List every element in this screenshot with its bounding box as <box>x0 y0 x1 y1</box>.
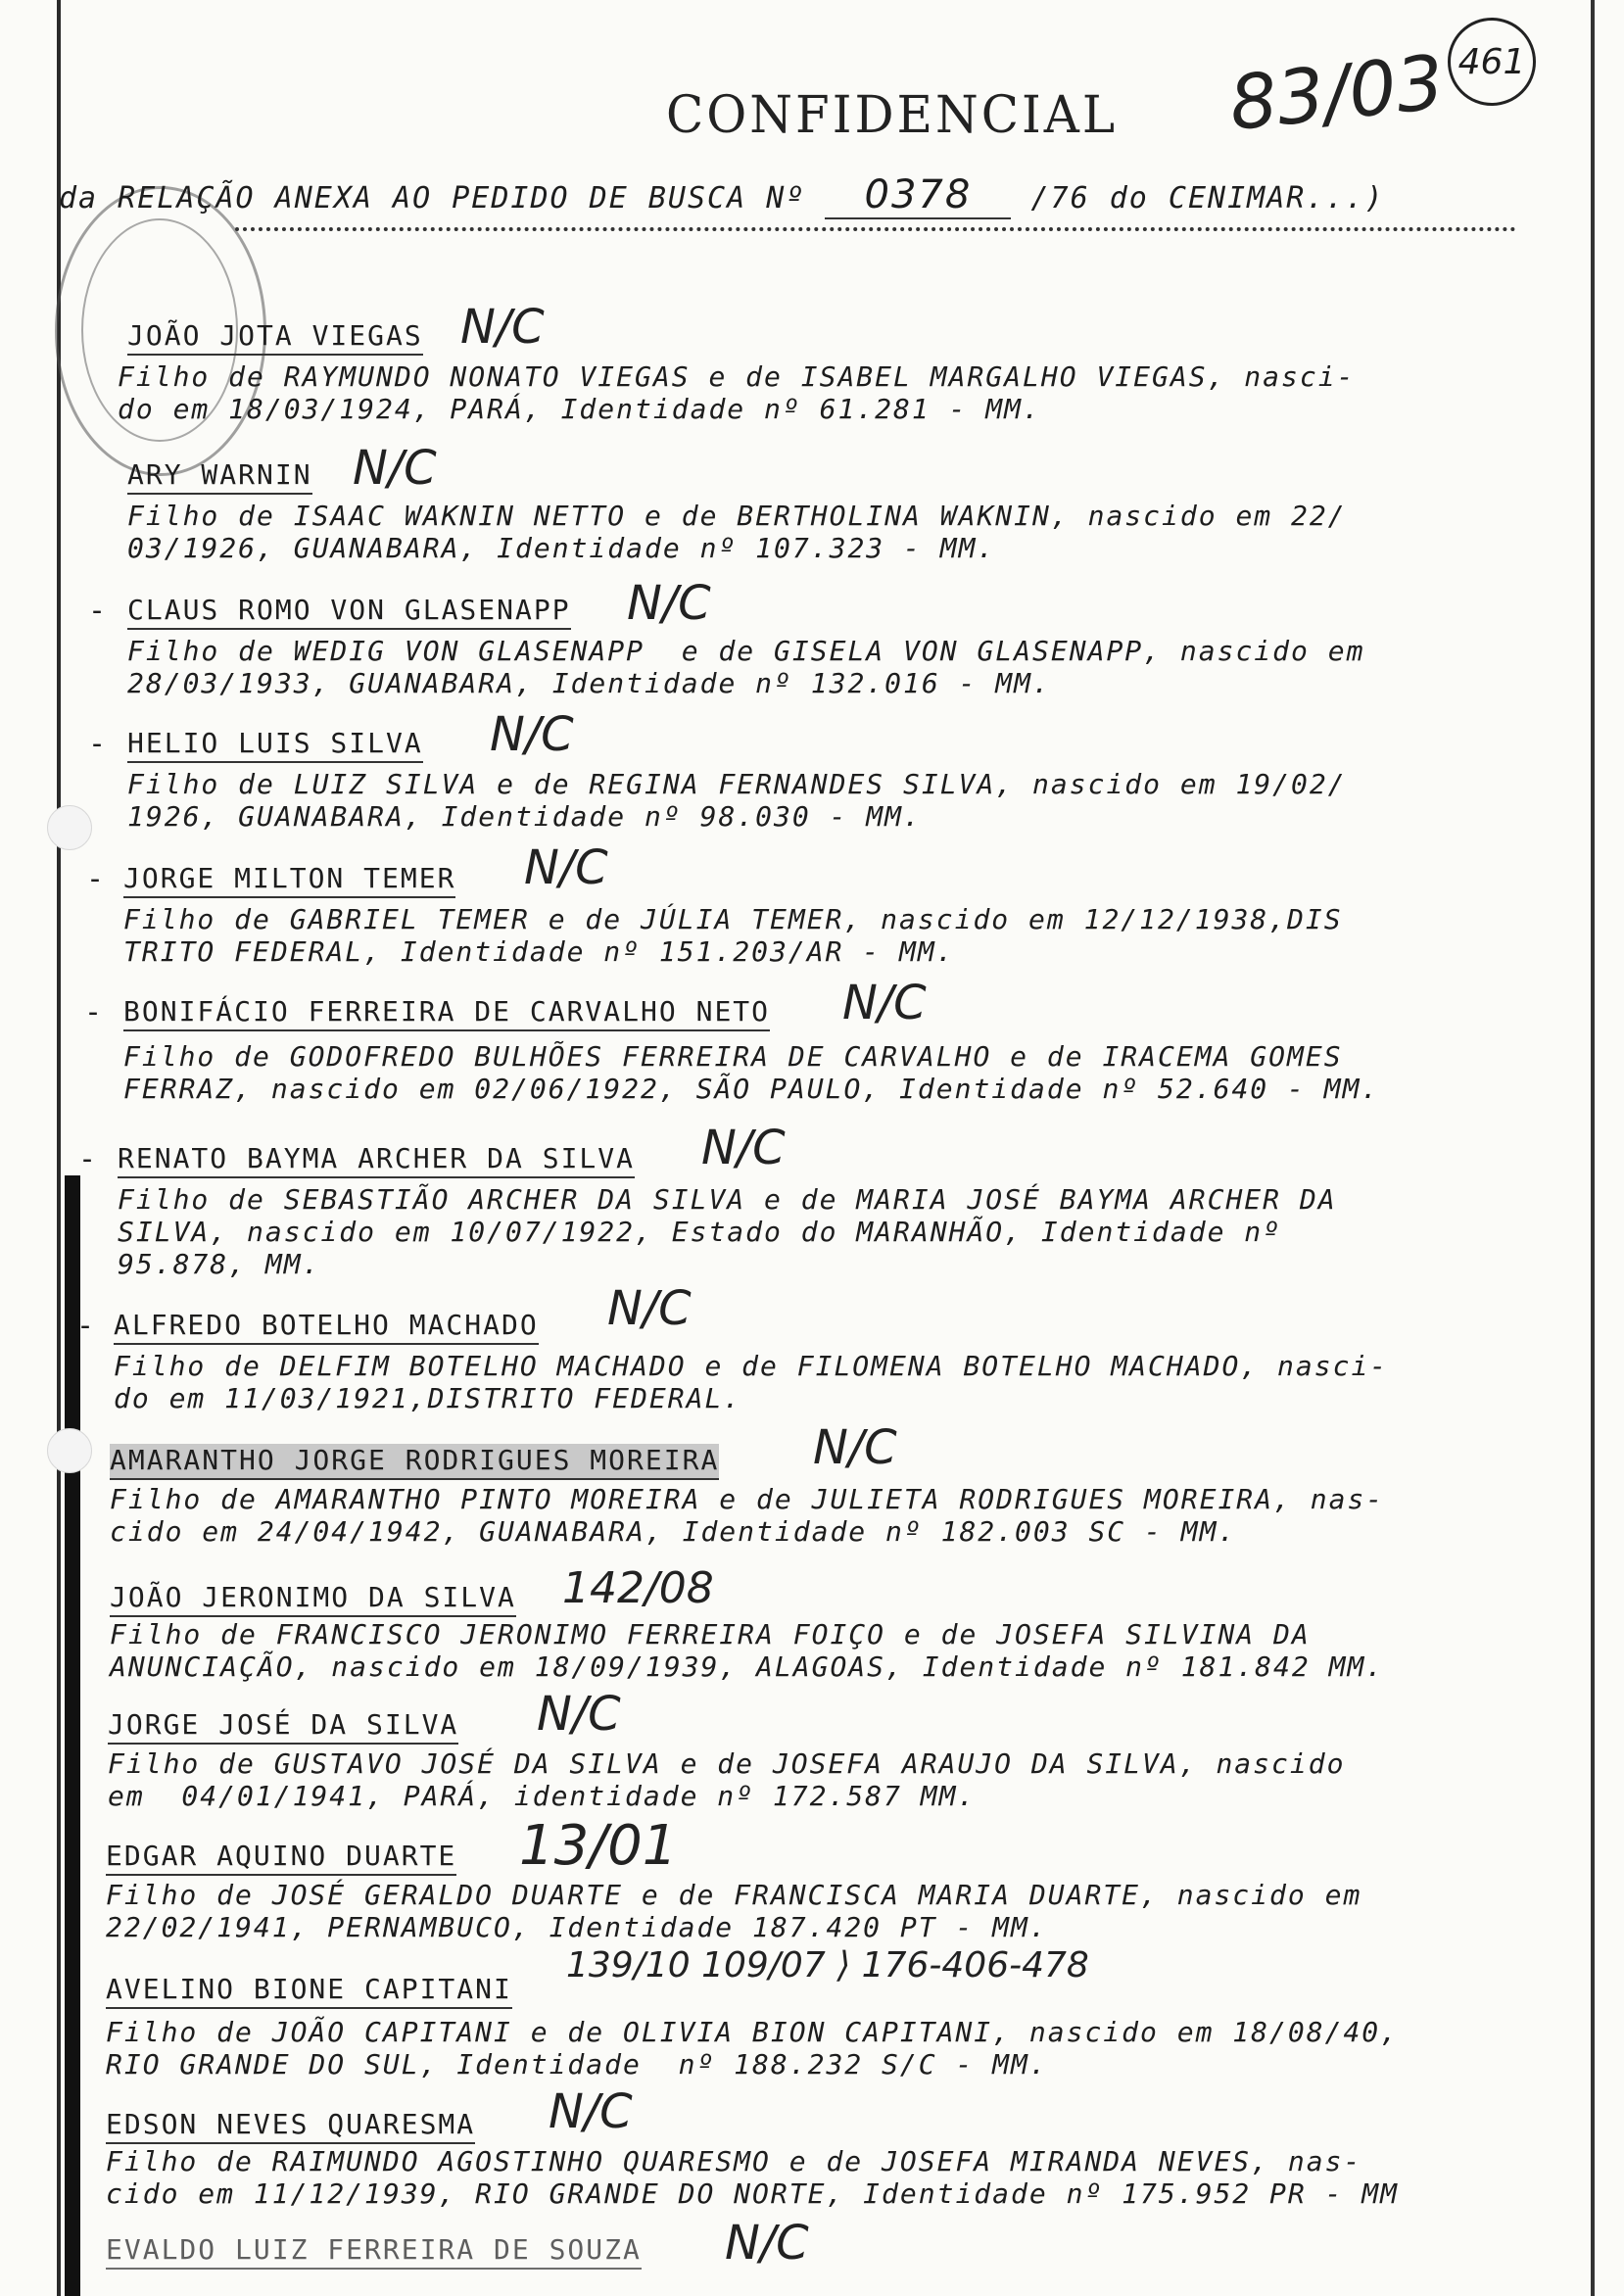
entry-line-1: Filho de JOSÉ GERALDO DUARTE e de FRANCISCA MARIA DUARTE, nascido em <box>106 1879 1362 1911</box>
entry-name: CLAUS ROMO VON GLASENAPP <box>127 594 571 630</box>
entry-annotation: N/C <box>549 2084 633 2139</box>
entry-annotation: 139/10 109/07 ⟩ 176-406-478 <box>566 1945 1089 1985</box>
entry-line-2: FERRAZ, nascido em 02/06/1922, SÃO PAULO, Identidade nº 52.640 - MM. <box>123 1073 1380 1105</box>
left-margin-shadow <box>65 1175 80 2296</box>
entry-line-1: Filho de RAYMUNDO NONATO VIEGAS e de ISABEL MARGALHO VIEGAS, nasci- <box>118 360 1356 393</box>
entry-name: RENATO BAYMA ARCHER DA SILVA <box>118 1142 635 1178</box>
dotted-separator <box>235 227 1516 231</box>
page-title: CONFIDENCIAL <box>666 84 1119 145</box>
entry-name: AVELINO BIONE CAPITANI <box>106 1973 512 2009</box>
entry-annotation: N/C <box>701 1121 786 1175</box>
entry-line-1: Filho de AMARANTHO PINTO MOREIRA e de JULIETA RODRIGUES MOREIRA, nas- <box>110 1483 1385 1515</box>
entry-line-1: Filho de RAIMUNDO AGOSTINHO QUARESMO e de JOSEFA MIRANDA NEVES, nas- <box>106 2145 1362 2177</box>
entry-name: HELIO LUIS SILVA <box>127 727 423 763</box>
entry-line-1: Filho de GODOFREDO BULHÕES FERREIRA DE CARVALHO e de IRACEMA GOMES <box>123 1040 1343 1073</box>
entry-annotation: N/C <box>813 1420 897 1475</box>
entry-name: JOÃO JOTA VIEGAS <box>127 319 423 356</box>
handwritten-reference: 83/03 <box>1224 37 1449 148</box>
entry-name: JOÃO JERONIMO DA SILVA <box>110 1581 516 1617</box>
entry-line-2: RIO GRANDE DO SUL, Identidade nº 188.232 S/C - MM. <box>106 2048 1048 2081</box>
page-number-circle: 461 <box>1448 18 1536 106</box>
entry-line-2: SILVA, nascido em 10/07/1922, Estado do MARANHÃO, Identidade nº <box>118 1216 1282 1248</box>
entry-line-1: Filho de GUSTAVO JOSÉ DA SILVA e de JOSEFA ARAUJO DA SILVA, nascido <box>108 1747 1346 1780</box>
entry-annotation: N/C <box>353 441 437 496</box>
entry-annotation: N/C <box>627 576 711 631</box>
entry-line-2: do em 11/03/1921,DISTRITO FEDERAL. <box>114 1382 742 1414</box>
document-page: CONFIDENCIAL 83/03 461 da RELAÇÃO ANEXA AO PEDIDO DE BUSCA Nº 0378 /76 do CENIMAR...) JOÃO JOTA VIEGAS N/C Filho de RAYMUNDO NONATO VIEGAS e de ISABEL MARGALHO VIEGAS, nasci- do em 18/03/1924, PARÁ, Identidade nº 61.281 - MM. ARY WARNIN N/C Filho de ISAAC WAKNIN NETTO e de BERTHOLINA WAKNIN, nascido em 22/ 03/1926, GUANABARA, Identidade nº 107.323 - MM. - CLAUS ROMO VON GLASENAPP N/C Filho de WEDIG VON GLASENAPP e de GISELA VON GLASENAPP, nascido em 28/03/1933, GUANABARA, Identidade nº 132.016 - MM. - HELIO LUIS SILVA N/C Filho de LUIZ SILVA e de REGINA FERNANDES SILVA, nascido em 19/02/ 1926, GUANABARA, Identidade nº 98.030 - MM. - JORGE MILTON TEMER N/C Filho de GABRIEL TEMER e de JÚLIA TEMER, nascido em 12/12/1938,DIS TRITO FEDERAL, Identidade nº 151.203/AR - MM. - BONIFÁCIO FERREIRA DE CARVALHO NETO N/C Filho de GODOFREDO BULHÕES FERREIRA DE CARVALHO e de IRACEMA GOMES FERRAZ, nascido em 02/06/1922, SÃO PAULO, Identidade nº 52.640 - MM. - RENATO BAYMA ARCHER DA SILVA N/C Filho de SEBASTIÃO ARCHER DA SILVA e de MARIA JOSÉ BAYMA ARCHER DA SILVA, nascido em 10/07/1922, Estado do MARANHÃO, Identidade nº 95.878, MM. - ALFREDO BOTELHO MACHADO N/C Filho de DELFIM BOTELHO MACHADO e de FILOMENA BOTELHO MACHADO, nasci- do em 11/03/1921,DISTRITO FEDERAL. AMARANTHO JORGE RODRIGUES MOREIRA N/C Filho de AMARANTHO PINTO MOREIRA e de JULIETA RODRIGUES MOREIRA, nas- cido em 24/04/1942, GUANABARA, Identidade nº 182.003 SC - MM. JOÃO JERONIMO DA SILVA 142/08 Filho de FRANCISCO JERONIMO FERREIRA FOIÇO e de JOSEFA SILVINA DA ANUNCIAÇÃO, nascido em 18/09/1939, ALAGOAS, Identidade nº 181.842 MM. JORGE JOSÉ DA SILVA N/C Filho de GUSTAVO JOSÉ DA SILVA e de JOSEFA ARAUJO DA SILVA, nascido em 04/01/1941, PARÁ, identidade nº 172.587 MM. EDGAR AQUINO DUARTE 13/01 Filho de JOSÉ GERALDO DUARTE e de FRANCISCA MARIA DUARTE, nascido em 22/02/1941, PERNAMBUCO, Identidade 187.420 PT - MM. AVELINO BIONE CAPITANI 139/10 109/07 ⟩ 176-406-478 Filho de JOÃO CAPITANI e de OLIVIA BION CAPITANI, nascido em 18/08/40, RIO GRANDE DO SUL, Identidade nº 188.232 S/C - MM. EDSON NEVES QUARESMA N/C Filho de RAIMUNDO AGOSTINHO QUARESMO e de JOSEFA MIRANDA NEVES, nas- cido em 11/12/1939, RIO GRANDE DO NORTE, Identidade nº 175.952 PR - MM EVALDO LUIZ FERREIRA DE SOUZA N/C <box>0 0 1624 2296</box>
entry-line-2: 1926, GUANABARA, Identidade nº 98.030 - MM. <box>127 800 922 833</box>
entry-line-2: TRITO FEDERAL, Identidade nº 151.203/AR - MM. <box>123 935 955 968</box>
entry-name: ARY WARNIN <box>127 458 312 495</box>
header-suffix: /76 do CENIMAR...) <box>1030 181 1385 215</box>
entry-line-2: em 04/01/1941, PARÁ, identidade nº 172.587 MM. <box>108 1780 977 1812</box>
entry-annotation: N/C <box>607 1281 692 1336</box>
entry-name: EVALDO LUIZ FERREIRA DE SOUZA <box>106 2233 642 2270</box>
entry-name: EDGAR AQUINO DUARTE <box>106 1840 456 1876</box>
entry-line-3: 95.878, MM. <box>118 1248 321 1280</box>
entry-line-1: Filho de JOÃO CAPITANI e de OLIVIA BION CAPITANI, nascido em 18/08/40, <box>106 2016 1400 2048</box>
entry-line-2: cido em 24/04/1942, GUANABARA, Identidade nº 182.003 SC - MM. <box>110 1515 1237 1548</box>
entry-line-1: Filho de LUIZ SILVA e de REGINA FERNANDES SILVA, nascido em 19/02/ <box>127 768 1347 800</box>
right-margin-line <box>1591 0 1595 2296</box>
punch-hole-top <box>47 805 92 850</box>
entry-line-2: 03/1926, GUANABARA, Identidade nº 107.323 - MM. <box>127 532 996 564</box>
entry-line-1: Filho de FRANCISCO JERONIMO FERREIRA FOIÇO e de JOSEFA SILVINA DA <box>110 1618 1311 1650</box>
entry-line-2: ANUNCIAÇÃO, nascido em 18/09/1939, ALAGOAS, Identidade nº 181.842 MM. <box>110 1650 1385 1683</box>
entry-name: EDSON NEVES QUARESMA <box>106 2108 475 2144</box>
entry-line-1: Filho de GABRIEL TEMER e de JÚLIA TEMER, nascido em 12/12/1938,DIS <box>123 903 1343 935</box>
header-prefix: da RELAÇÃO ANEXA AO PEDIDO DE BUSCA Nº <box>59 181 806 215</box>
punch-hole-bottom <box>47 1428 92 1473</box>
entry-name: AMARANTHO JORGE RODRIGUES MOREIRA <box>110 1444 719 1480</box>
request-number: 0378 <box>825 172 1011 219</box>
entry-annotation: N/C <box>725 2216 809 2271</box>
entry-annotation: N/C <box>490 707 574 762</box>
entry-name: ALFREDO BOTELHO MACHADO <box>114 1309 539 1345</box>
entry-line-2: 22/02/1941, PERNAMBUCO, Identidade 187.420 PT - MM. <box>106 1911 1048 1943</box>
entry-annotation: 13/01 <box>519 1814 678 1878</box>
entry-line-1: Filho de WEDIG VON GLASENAPP e de GISELA VON GLASENAPP, nascido em <box>127 635 1365 667</box>
entry-name: BONIFÁCIO FERREIRA DE CARVALHO NETO <box>123 995 770 1031</box>
entry-line-2: cido em 11/12/1939, RIO GRANDE DO NORTE, Identidade nº 175.952 PR - MM <box>106 2177 1400 2210</box>
entry-annotation: N/C <box>460 300 545 355</box>
entry-name: JORGE MILTON TEMER <box>123 862 455 898</box>
header-line <box>59 172 1385 219</box>
entry-annotation: N/C <box>842 976 927 1030</box>
entry-annotation: 142/08 <box>562 1563 714 1613</box>
entry-line-2: 28/03/1933, GUANABARA, Identidade nº 132.016 - MM. <box>127 667 1051 699</box>
entry-line-2: do em 18/03/1924, PARÁ, Identidade nº 61.281 - MM. <box>118 393 1041 425</box>
entry-name: JORGE JOSÉ DA SILVA <box>108 1708 458 1745</box>
entry-line-1: Filho de DELFIM BOTELHO MACHADO e de FILOMENA BOTELHO MACHADO, nasci- <box>114 1350 1389 1382</box>
entry-line-1: Filho de SEBASTIÃO ARCHER DA SILVA e de MARIA JOSÉ BAYMA ARCHER DA <box>118 1183 1337 1216</box>
entry-annotation: N/C <box>524 840 608 895</box>
entry-annotation: N/C <box>537 1687 621 1742</box>
entry-line-1: Filho de ISAAC WAKNIN NETTO e de BERTHOLINA WAKNIN, nascido em 22/ <box>127 500 1347 532</box>
